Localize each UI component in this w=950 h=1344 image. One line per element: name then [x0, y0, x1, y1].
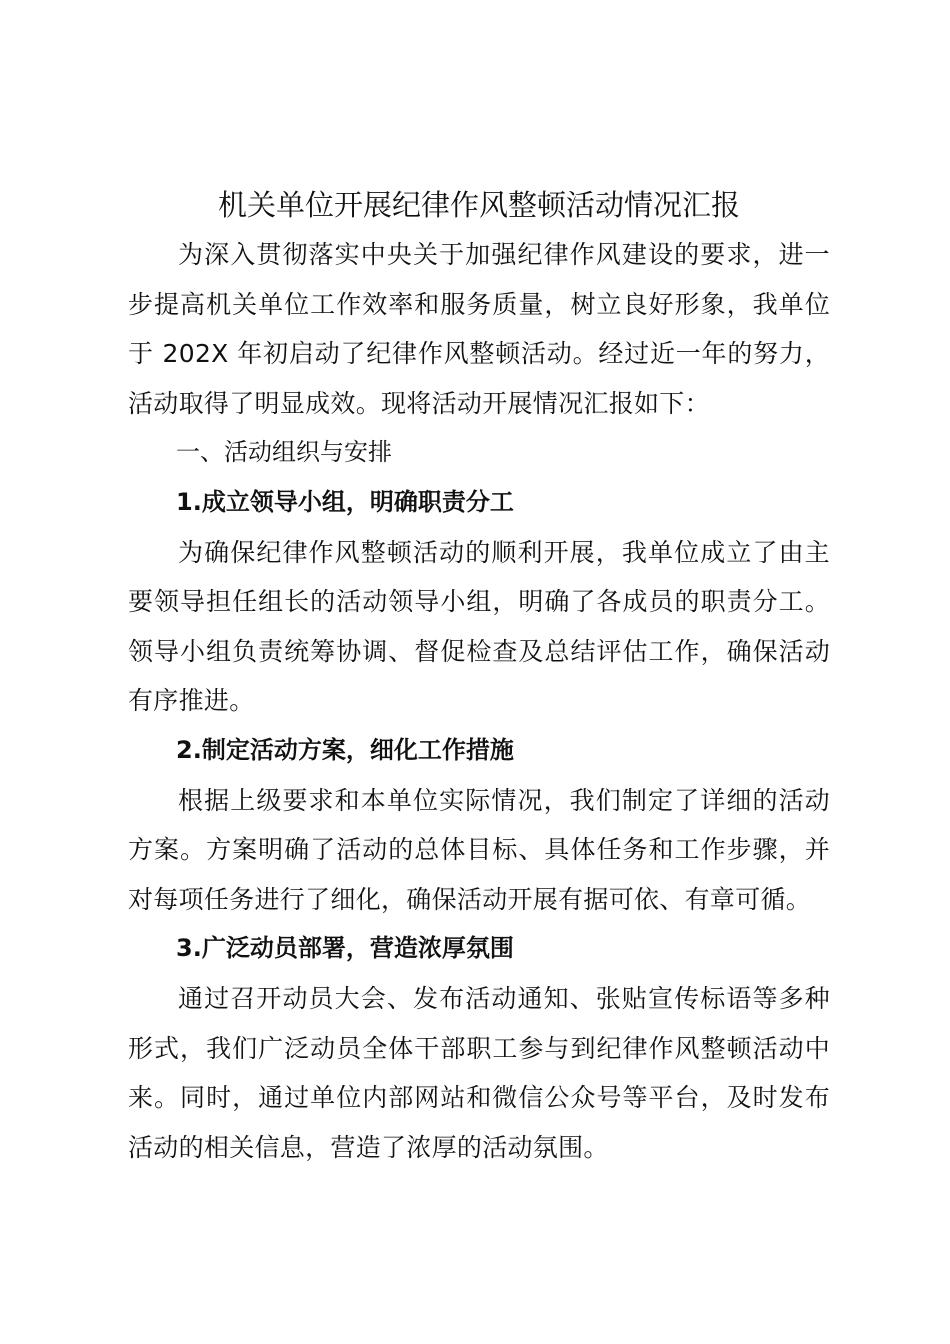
subsection-paragraph-2: 根据上级要求和本单位实际情况，我们制定了详细的活动方案。方案明确了活动的总体目标、具体任务和工作步骤，并对每项任务进行了细化，确保活动开展有据可依、有章可循。 [128, 785, 830, 914]
document-title: 机关单位开展纪律作风整顿活动情况汇报 [217, 188, 740, 222]
subsection-paragraph-3: 通过召开动员大会、发布活动通知、张贴宣传标语等多种形式，我们广泛动员全体干部职工参与到纪律作风整顿活动中来。同时，通过单位内部网站和微信公众号等平台，及时发布活动的相关信息，营造了浓厚的活动氛围。 [128, 983, 830, 1162]
subsection-paragraph-1: 为确保纪律作风整顿活动的顺利开展，我单位成立了由主要领导担任组长的活动领导小组，明确了各成员的职责分工。领导小组负责统筹协调、督促检查及总结评估工作，确保活动有序推进。 [128, 537, 830, 716]
subsection-heading-1: 1.成立领导小组，明确职责分工 [176, 487, 514, 516]
intro-paragraph: 为深入贯彻落实中央关于加强纪律作风建设的要求，进一步提高机关单位工作效率和服务质量，树立良好形象，我单位于 202X 年初启动了纪律作风整顿活动。经过近一年的努力，活动取得了明显成效。现将活动开展情况汇报如下： [128, 240, 830, 418]
document-body [128, 230, 830, 1172]
subsection-heading-2: 2.制定活动方案，细化工作措施 [176, 735, 514, 764]
subsection-heading-3: 3.广泛动员部署，营造浓厚氛围 [176, 934, 514, 963]
section-heading-1: 一、活动组织与安排 [176, 438, 392, 467]
